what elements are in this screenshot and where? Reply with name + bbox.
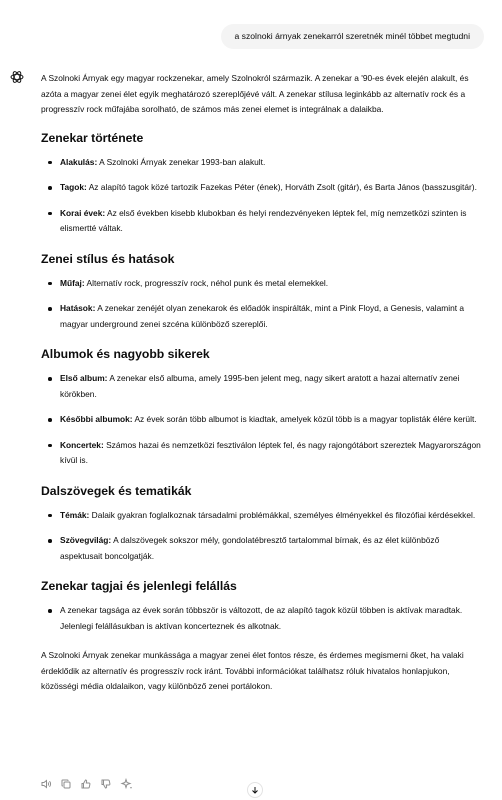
bullet-term: Témák: — [60, 509, 90, 520]
bullet-text: Az alapító tagok közé tartozik Fazekas Péter (ének), Horváth Zsolt (gitár), és Barta János (basszusgitár). — [86, 182, 477, 192]
section-heading: Dalszövegek és tematikák — [41, 483, 192, 498]
section-heading: Albumok és nagyobb sikerek — [41, 347, 210, 361]
bullet-term: Műfaj: — [60, 277, 85, 288]
bullet-term: Szövegvilág: — [60, 535, 112, 545]
bullet-text: Alternatív rock, progresszív rock, néhol punk és metal elemekkel. — [84, 277, 329, 288]
section-heading: Zenei stílus és hatások — [41, 251, 175, 266]
bullet-text: A dalszövegek sokszor mély, gondolatébresztő tartalommal bírnak, és az élet különböző aspektusait boncolgatják. — [60, 535, 440, 561]
bullet-term: Első album: — [60, 373, 108, 383]
outro-paragraph: A Szolnoki Árnyak zenekar munkássága a magyar zenei élet fontos része, és érdemes megismerni őket, ha valaki érdeklődik az alternatív és progresszív rock iránt. További információkat találhatsz róluk hivatalos honlapjukon, közösségi média oldalaikon, vagy különböző zenei portálokon. — [41, 650, 464, 691]
user-message-text: a szolnoki árnyak zenekarról szeretnék minél többet megtudni — [234, 31, 470, 41]
bullet-text: Az első években kisebb klubokban és helyi rendezvényeken léptek fel, míg nemzetközi szinten is elismertté váltak. — [60, 207, 467, 233]
bullet-term: Koncertek: — [60, 439, 104, 450]
bullet-item — [41, 438, 481, 469]
message-actions — [40, 778, 132, 790]
section-heading: Zenekar tagjai és jelenlegi felállás — [41, 579, 237, 593]
assistant-message — [41, 71, 481, 707]
bullet-text: A zenekar zenéjét olyan zenekarok és előadók inspirálták, mint a Pink Floyd, a Genesis, valamint a magyar underground zenei szcéna különböző szereplői. — [60, 303, 465, 329]
bullet-term: Hatások: — [60, 303, 96, 313]
bullet-list — [41, 371, 481, 469]
bullet-text: Az évek során több albumot is kiadtak, amelyek közül több is a magyar toplisták élére került. — [132, 414, 477, 424]
thumbs-up-icon[interactable] — [80, 778, 92, 790]
bullet-item — [41, 155, 481, 171]
user-message-bubble — [221, 24, 485, 49]
bullet-item — [41, 276, 481, 292]
bullet-list — [41, 603, 481, 634]
sections-container — [41, 130, 481, 635]
bullet-item — [41, 301, 481, 332]
bullet-text: A zenekar első albuma, amely 1995-ben jelent meg, nagy sikert aratott a hazai alternatív zenei körökben. — [60, 373, 460, 399]
section-heading: Zenekar története — [41, 130, 144, 145]
bullet-item — [41, 206, 481, 237]
arrow-down-icon — [251, 786, 259, 794]
bullet-list — [41, 276, 481, 333]
bullet-term: Tagok: — [60, 182, 87, 192]
bullet-item — [41, 533, 481, 564]
scroll-down-button[interactable] — [247, 782, 263, 798]
speaker-icon[interactable] — [40, 778, 52, 790]
bullet-text: Számos hazai és nemzetközi fesztiválon léptek fel, és nagy rajongótábort szereztek Magyarországon kívül is. — [60, 439, 481, 465]
bullet-item — [41, 508, 481, 524]
bullet-text: A Szolnoki Árnyak zenekar 1993-ban alakult. — [97, 156, 266, 167]
assistant-avatar-icon — [9, 69, 25, 85]
thumbs-down-icon[interactable] — [100, 778, 112, 790]
bullet-term: Alakulás: — [60, 156, 98, 167]
bullet-item — [41, 603, 481, 634]
bullet-text: A zenekar tagsága az évek során többször is változott, de az alapító tagok közül többen is aktívak maradtak. Jelenlegi felállásukban is aktívan koncerteznek és alkotnak. — [60, 605, 463, 631]
bullet-term: Korai évek: — [60, 207, 106, 218]
intro-paragraph: A Szolnoki Árnyak egy magyar rockzenekar, amely Szolnokról származik. A zenekar a '90-es évek elején alakult, és azóta a magyar zenei élet egyik meghatározó szereplőjévé vált. A zenekar stílusa leginkább az alternatív rock és a progresszív rock műfajába sorolható, de számos más zenei elemet is integrálnak a dalaikba. — [41, 73, 469, 114]
bullet-item — [41, 412, 481, 428]
bullet-list — [41, 508, 481, 565]
bullet-text: Dalaik gyakran foglalkoznak társadalmi problémákkal, személyes élményekkel és filozófiai kérdésekkel. — [89, 509, 476, 520]
regenerate-icon[interactable] — [120, 778, 132, 790]
bullet-item — [41, 371, 481, 402]
bullet-term: Későbbi albumok: — [60, 414, 133, 424]
bullet-list — [41, 155, 481, 237]
bullet-item — [41, 180, 481, 196]
copy-icon[interactable] — [60, 778, 72, 790]
